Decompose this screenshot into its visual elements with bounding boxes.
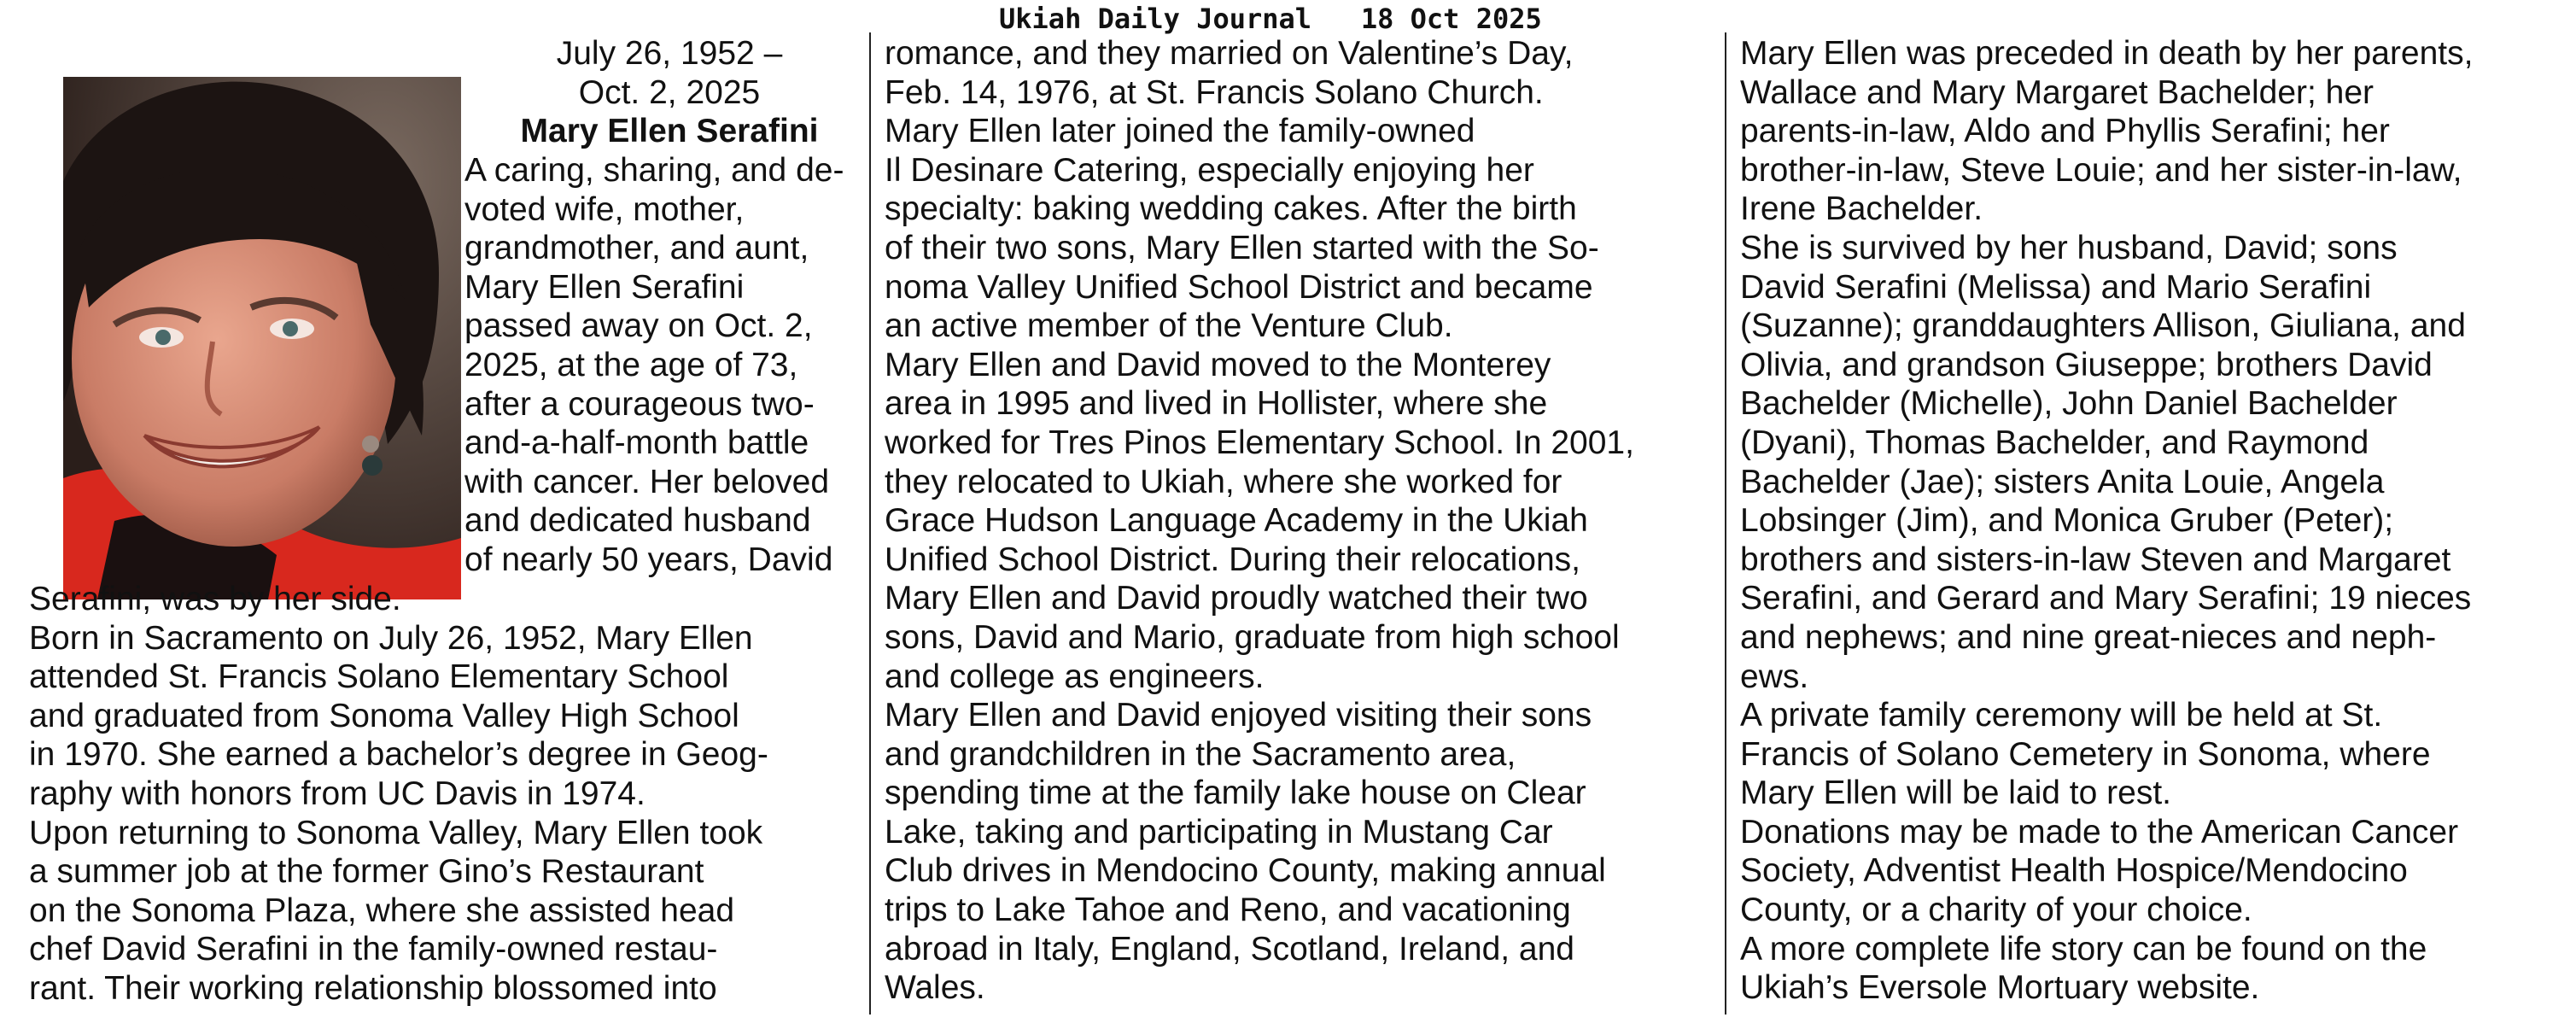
publication-name: Ukiah Daily Journal xyxy=(999,3,1312,35)
text-line: Francis of Solano Cemetery in Sonoma, where xyxy=(1740,735,2431,773)
obituary-header xyxy=(456,34,883,151)
text-line: rant. Their working relationship blossomed into xyxy=(29,969,717,1007)
portrait-illustration xyxy=(63,77,461,599)
text-line: of nearly 50 years, David xyxy=(464,541,833,578)
column-divider xyxy=(1725,32,1726,1015)
text-line: Ukiah’s Eversole Mortuary website. xyxy=(1740,969,2260,1007)
text-line: A private family ceremony will be held at St. xyxy=(1740,697,2383,734)
text-line: 2025, at the age of 73, xyxy=(464,346,798,383)
text-line: Grace Hudson Language Academy in the Ukiah xyxy=(885,502,1588,540)
text-line: and graduated from Sonoma Valley High School xyxy=(29,697,739,734)
text-line: trips to Lake Tahoe and Reno, and vacationing xyxy=(885,892,1571,929)
text-line: chef David Serafini in the family-owned restau- xyxy=(29,931,718,968)
text-line: Born in Sacramento on July 26, 1952, Mary Ellen xyxy=(29,619,753,657)
text-line: specialty: baking wedding cakes. After the birth xyxy=(885,190,1577,228)
life-dates-start: July 26, 1952 – xyxy=(556,35,783,72)
text-line: Il Desinare Catering, especially enjoying her xyxy=(885,151,1534,189)
text-line: and nephews; and nine great-nieces and neph- xyxy=(1740,618,2437,656)
text-line: Mary Ellen Serafini xyxy=(464,268,745,306)
text-line: brother-in-law, Steve Louie; and her sister-in-law, xyxy=(1740,151,2462,189)
masthead xyxy=(999,2,1542,36)
text-line: ews. xyxy=(1740,658,1809,695)
text-line: Mary Ellen later joined the family-owned xyxy=(885,113,1475,150)
text-line: Olivia, and grandson Giuseppe; brothers David xyxy=(1740,346,2433,383)
text-line: romance, and they married on Valentine’s Day, xyxy=(885,35,1574,72)
column-divider xyxy=(869,32,871,1015)
text-line: Lake, taking and participating in Mustang Car xyxy=(885,813,1553,851)
text-line: and grandchildren in the Sacramento area, xyxy=(885,735,1516,773)
text-line: She is survived by her husband, David; sons xyxy=(1740,229,2398,266)
text-line: sons, David and Mario, graduate from high school xyxy=(885,618,1620,656)
text-line: A more complete life story can be found on the xyxy=(1740,930,2427,968)
text-line: Feb. 14, 1976, at St. Francis Solano Church. xyxy=(885,73,1544,111)
text-line: attended St. Francis Solano Elementary School xyxy=(29,658,729,696)
text-line: Mary Ellen will be laid to rest. xyxy=(1740,775,2172,812)
text-line: A caring, sharing, and de- xyxy=(464,152,844,189)
text-line: Irene Bachelder. xyxy=(1740,190,1983,228)
text-line: worked for Tres Pinos Elementary School. In 2001, xyxy=(885,424,1634,461)
text-line: grandmother, and aunt, xyxy=(464,230,809,267)
portrait-photo xyxy=(63,77,461,599)
text-line: after a courageous two- xyxy=(464,385,815,423)
text-below-photo xyxy=(29,580,768,1009)
obituary-column-2 xyxy=(885,34,1717,1008)
text-line: Mary Ellen and David proudly watched their two xyxy=(885,580,1588,617)
text-line: passed away on Oct. 2, xyxy=(464,307,813,345)
publication-date: 18 Oct 2025 xyxy=(1360,3,1542,35)
text-line: abroad in Italy, England, Scotland, Ireland, and xyxy=(885,930,1574,968)
text-line: Mary Ellen and David enjoyed visiting their sons xyxy=(885,697,1592,734)
text-line: with cancer. Her beloved xyxy=(464,463,830,500)
text-line: Bachelder (Michelle), John Daniel Bachelder xyxy=(1740,385,2398,423)
life-dates-end: Oct. 2, 2025 xyxy=(578,73,761,111)
text-line: Serafini, was by her side. xyxy=(29,581,401,617)
text-line: area in 1995 and lived in Hollister, where she xyxy=(885,385,1548,423)
text-line: Upon returning to Sonoma Valley, Mary Ellen took xyxy=(29,814,763,851)
deceased-name: Mary Ellen Serafini xyxy=(520,113,819,150)
text-line: Club drives in Mendocino County, making annual xyxy=(885,852,1606,890)
text-line: in 1970. She earned a bachelor’s degree in Geog- xyxy=(29,736,768,774)
text-line: Mary Ellen was preceded in death by her parents, xyxy=(1740,35,2474,72)
text-line: Society, Adventist Health Hospice/Mendocino xyxy=(1740,852,2408,890)
text-line: noma Valley Unified School District and became xyxy=(885,268,1593,306)
text-line: raphy with honors from UC Davis in 1974. xyxy=(29,775,645,812)
text-line: and dedicated husband xyxy=(464,502,811,540)
text-beside-photo xyxy=(464,151,844,580)
text-line: they relocated to Ukiah, where she worked for xyxy=(885,463,1563,500)
text-line: an active member of the Venture Club. xyxy=(885,307,1453,345)
text-line: Mary Ellen and David moved to the Monterey xyxy=(885,346,1551,383)
text-line: Lobsinger (Jim), and Monica Gruber (Peter); xyxy=(1740,502,2394,540)
text-line: (Suzanne); granddaughters Allison, Giuliana, and xyxy=(1740,307,2466,345)
text-line: of their two sons, Mary Ellen started with the So- xyxy=(885,229,1599,266)
obituary-column-3 xyxy=(1740,34,2564,1008)
text-line: brothers and sisters-in-law Steven and Margaret xyxy=(1740,541,2451,578)
text-line: Donations may be made to the American Cancer xyxy=(1740,813,2459,851)
text-line: on the Sonoma Plaza, where she assisted head xyxy=(29,892,735,929)
text-line: parents-in-law, Aldo and Phyllis Serafini; her xyxy=(1740,113,2390,150)
text-line: David Serafini (Melissa) and Mario Serafini xyxy=(1740,268,2372,306)
text-line: Wales. xyxy=(885,969,985,1007)
text-line: County, or a charity of your choice. xyxy=(1740,892,2252,929)
text-line: voted wife, mother, xyxy=(464,190,745,228)
text-line: Wallace and Mary Margaret Bachelder; her xyxy=(1740,73,2374,111)
text-line: Serafini, and Gerard and Mary Serafini; 19 nieces xyxy=(1740,580,2472,617)
text-line: and-a-half-month battle xyxy=(464,424,809,462)
text-line: (Dyani), Thomas Bachelder, and Raymond xyxy=(1740,424,2369,461)
text-line: Bachelder (Jae); sisters Anita Louie, Angela xyxy=(1740,463,2385,500)
text-line: spending time at the family lake house on Clear xyxy=(885,775,1586,812)
text-line: and college as engineers. xyxy=(885,658,1265,695)
text-line: Unified School District. During their relocations, xyxy=(885,541,1581,578)
text-line: a summer job at the former Gino’s Restaurant xyxy=(29,853,704,891)
